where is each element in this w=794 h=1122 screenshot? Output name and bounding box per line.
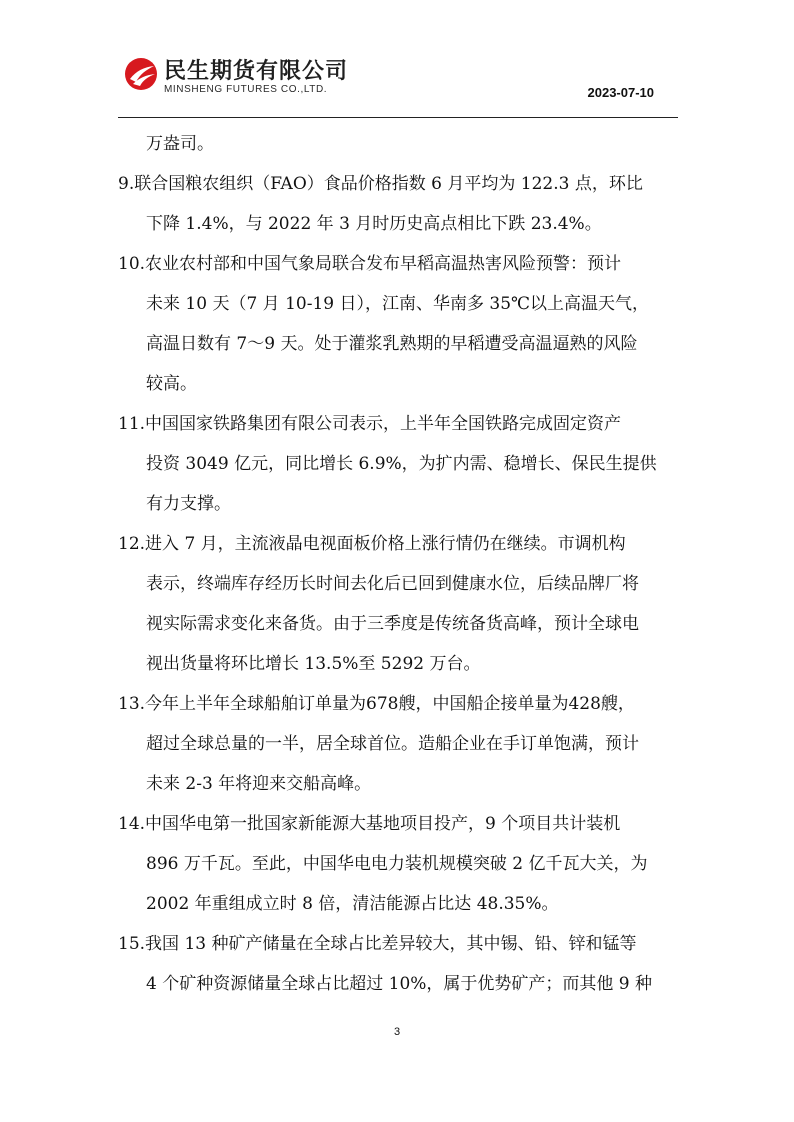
text-line: 投资 3049 亿元，同比增长 6.9%，为扩内需、稳增长、保民生提供 [146, 454, 657, 474]
document-body [118, 124, 678, 1004]
text-line: 13.今年上半年全球船舶订单量为678艘，中国船企接单量为428艘， [118, 694, 635, 714]
text-line: 高温日数有 7～9 天。处于灌浆乳熟期的早稻遭受高温逼熟的风险 [146, 334, 638, 354]
logo-chinese-name: 民生期货有限公司 [164, 59, 349, 84]
header-divider [118, 117, 678, 118]
text-line: 12.进入 7 月，主流液晶电视面板价格上涨行情仍在继续。市调机构 [118, 534, 626, 554]
minsheng-logo-icon [124, 57, 158, 91]
report-date: 2023-07-10 [587, 85, 654, 100]
text-line: 较高。 [146, 374, 197, 394]
text-line: 14.中国华电第一批国家新能源大基地项目投产，9 个项目共计装机 [118, 814, 621, 834]
text-line: 4 个矿种资源储量全球占比超过 10%，属于优势矿产；而其他 9 种 [146, 974, 653, 994]
text-line: 表示，终端库存经历长时间去化后已回到健康水位，后续品牌厂将 [146, 574, 639, 594]
text-line: 视出货量将环比增长 13.5%至 5292 万台。 [146, 654, 481, 674]
text-line: 9.联合国粮农组织（FAO）食品价格指数 6 月平均为 122.3 点，环比 [118, 174, 643, 194]
page-header [0, 0, 794, 120]
text-line: 2002 年重组成立时 8 倍，清洁能源占比达 48.35%。 [146, 894, 559, 914]
text-line: 有力支撑。 [146, 494, 231, 514]
text-line: 896 万千瓦。至此，中国华电电力装机规模突破 2 亿千瓦大关，为 [146, 854, 648, 874]
text-line: 视实际需求变化来备货。由于三季度是传统备货高峰，预计全球电 [146, 614, 639, 634]
text-line: 万盎司。 [146, 134, 214, 154]
text-line: 未来 2-3 年将迎来交船高峰。 [146, 774, 372, 794]
text-line: 超过全球总量的一半，居全球首位。造船企业在手订单饱满，预计 [146, 734, 639, 754]
logo-english-name: MINSHENG FUTURES CO.,LTD. [164, 84, 328, 95]
text-line: 10.农业农村部和中国气象局联合发布早稻高温热害风险预警：预计 [118, 254, 622, 274]
page-number: 3 [393, 1026, 401, 1038]
text-line: 未来 10 天（7 月 10-19 日），江南、华南多 35℃以上高温天气， [146, 294, 650, 314]
text-line: 15.我国 13 种矿产储量在全球占比差异较大，其中锡、铅、锌和锰等 [118, 934, 637, 954]
company-logo [124, 54, 364, 100]
text-line: 下降 1.4%，与 2022 年 3 月时历史高点相比下跌 23.4%。 [146, 214, 602, 234]
text-line: 11.中国国家铁路集团有限公司表示，上半年全国铁路完成固定资产 [118, 414, 622, 434]
